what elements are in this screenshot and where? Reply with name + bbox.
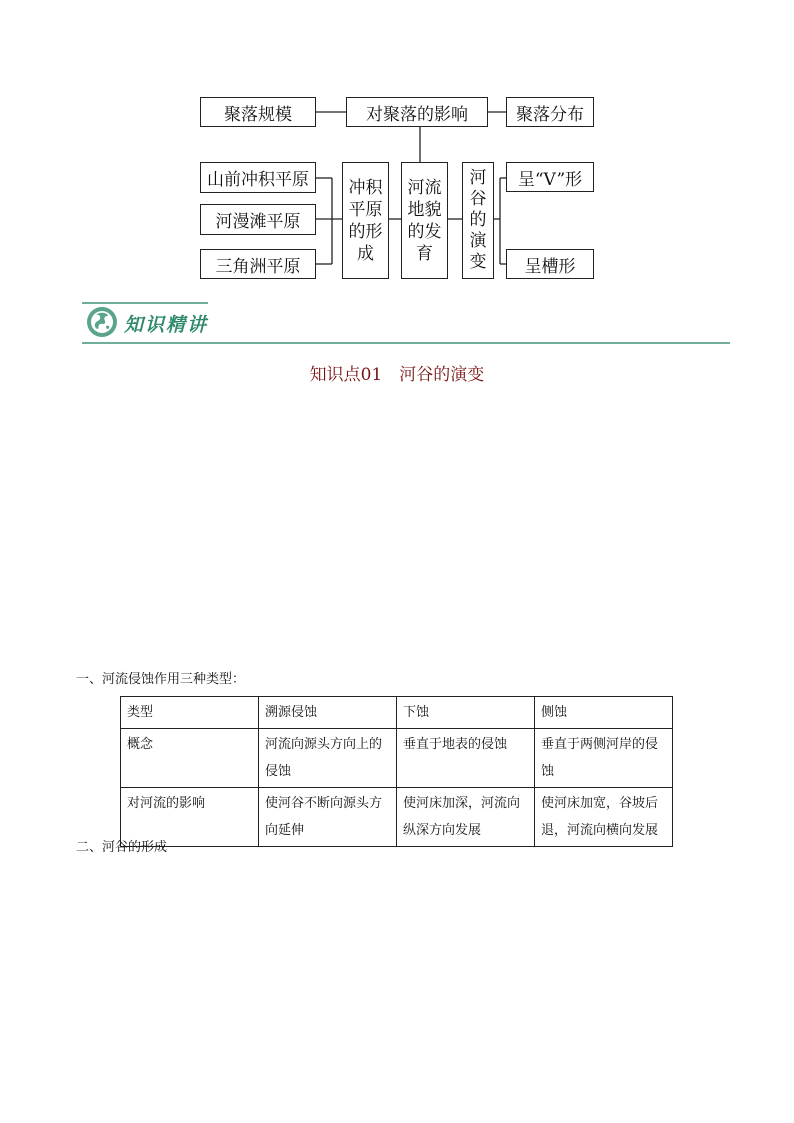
plain-label: 河漫滩平原 (215, 212, 301, 232)
table-header-cell: 溯源侵蚀 (259, 697, 397, 729)
plain-label: 三角洲平原 (215, 256, 301, 277)
banner-bottom-rule (82, 342, 730, 344)
influence-label: 对聚落的影响 (366, 104, 468, 125)
table-cell: 使河床加深，河流向纵深方向发展 (397, 788, 535, 847)
table-header-cell: 侧蚀 (535, 697, 673, 729)
section-banner (82, 298, 730, 344)
v-shape-label: 呈“V”形 (517, 169, 583, 190)
valley-evolution-box (462, 162, 494, 279)
settlement-distribution-box (506, 97, 594, 127)
alluvial-plain-formation-box (342, 162, 389, 279)
banner-top-rule (82, 302, 208, 304)
piedmont-alluvial-plain-box (200, 162, 316, 193)
settlement-scale-box (200, 97, 316, 127)
section2-heading: 二、河谷的形成 (76, 840, 168, 855)
table-header-cell: 下蚀 (397, 697, 535, 729)
influence-on-settlement-box (346, 97, 488, 127)
table-cell: 河流向源头方向上的侵蚀 (259, 729, 397, 788)
table-cell: 概念 (121, 729, 259, 788)
table-header-cell: 类型 (121, 697, 259, 729)
settlement-scale-label: 聚落规模 (224, 104, 292, 125)
globe-icon (86, 306, 118, 338)
banner-title: 知识精讲 (124, 314, 209, 336)
delta-plain-box (200, 249, 316, 279)
concept-map (0, 0, 794, 290)
river-landform-label: 河流地貌的发育 (407, 177, 442, 264)
valley-evolution-label: 河谷的演变 (469, 168, 487, 272)
table-cell: 使河床加宽，谷坡后退，河流向横向发展 (535, 788, 673, 847)
erosion-types-table (120, 696, 673, 847)
table-row (121, 729, 673, 788)
table-cell: 垂直于两侧河岸的侵蚀 (535, 729, 673, 788)
trough-shape-label: 呈槽形 (524, 256, 576, 277)
table-cell: 垂直于地表的侵蚀 (397, 729, 535, 788)
section1-heading: 一、河流侵蚀作用三种类型： (76, 672, 246, 687)
table-row (121, 788, 673, 847)
table-cell: 对河流的影响 (121, 788, 259, 847)
floodplain-box (200, 204, 316, 235)
table-cell: 使河谷不断向源头方向延伸 (259, 788, 397, 847)
plain-label: 山前冲积平原 (207, 170, 309, 190)
concept-map-connectors (0, 0, 794, 290)
table-header-row (121, 697, 673, 729)
alluvial-formation-label: 冲积平原的形成 (348, 177, 383, 264)
knowledge-point-title: 知识点01 河谷的演变 (309, 365, 485, 385)
river-landform-box (401, 162, 448, 279)
v-shape-box (506, 162, 594, 192)
settlement-distribution-label: 聚落分布 (516, 104, 584, 125)
trough-shape-box (506, 249, 594, 279)
